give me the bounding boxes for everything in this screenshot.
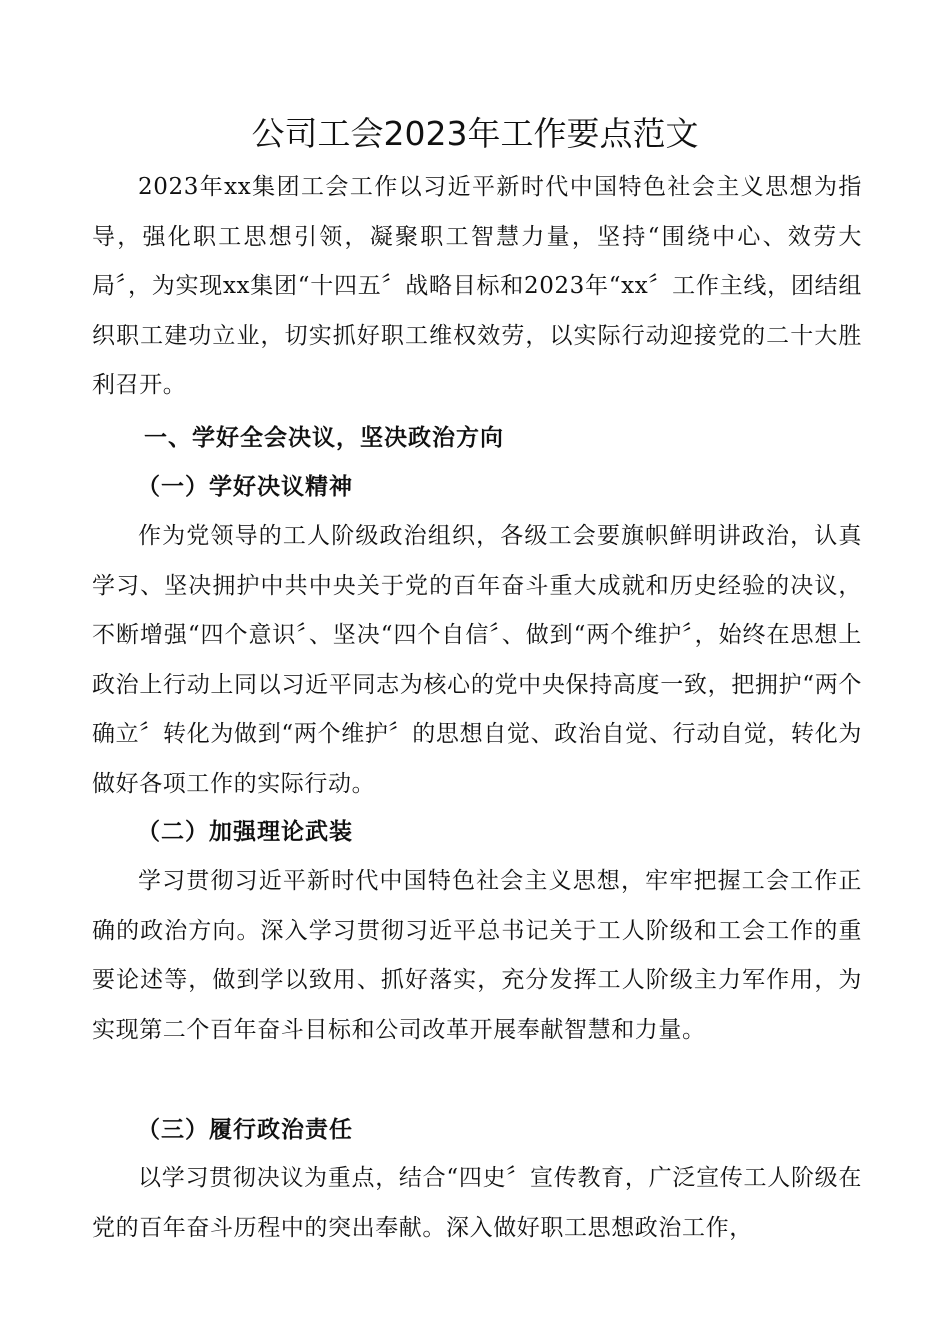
subsection-body-2: 学习贯彻习近平新时代中国特色社会主义思想，牢牢把握工会工作正确的政治方向。深入学习贯彻习近平总书记关于工人阶级和工会工作的重要论述等，做到学以致用、抓好落实，充分发挥工人阶级主力军作用，为实现第二个百年奋斗目标和公司改革开展奉献智慧和力量。 xyxy=(92,868,862,1043)
section-heading-1: 一、学好全会决议，坚决政治方向 xyxy=(144,424,504,451)
subsection-body-3: 以学习贯彻决议为重点，结合“四史〞宣传教育，广泛宣传工人阶级在党的百年奋斗历程中的突出奉献。深入做好职工思想政治工作， xyxy=(92,1165,862,1241)
intro-paragraph: 2023年xx集团工会工作以习近平新时代中国特色社会主义思想为指导，强化职工思想引领，凝聚职工智慧力量，坚持“围绕中心、效劳大局〞，为实现xx集团“十四五〞战略目标和2023年“xx〞工作主线，团结组织职工建功立业，切实抓好职工维权效劳，以实际行动迎接党的二十大胜利召开。 xyxy=(92,174,862,398)
subsection-heading-1: （一）学好决议精神 xyxy=(137,473,353,500)
subsection-heading-3: （三）履行政治责任 xyxy=(137,1116,353,1143)
document-title: 公司工会2023年工作要点范文 xyxy=(251,114,699,153)
subsection-body-1: 作为党领导的工人阶级政治组织，各级工会要旗帜鲜明讲政治，认真学习、坚决拥护中共中央关于党的百年奋斗重大成就和历史经验的决议，不断增强“四个意识〞、坚决“四个自信〞、做到“两个维护〞，始终在思想上政治上行动上同以习近平同志为核心的党中央保持高度一致，把拥护“两个确立〞转化为做到“两个维护〞的思想自觉、政治自觉、行动自觉，转化为做好各项工作的实际行动。 xyxy=(92,523,862,797)
subsection-heading-2: （二）加强理论武装 xyxy=(137,818,353,845)
